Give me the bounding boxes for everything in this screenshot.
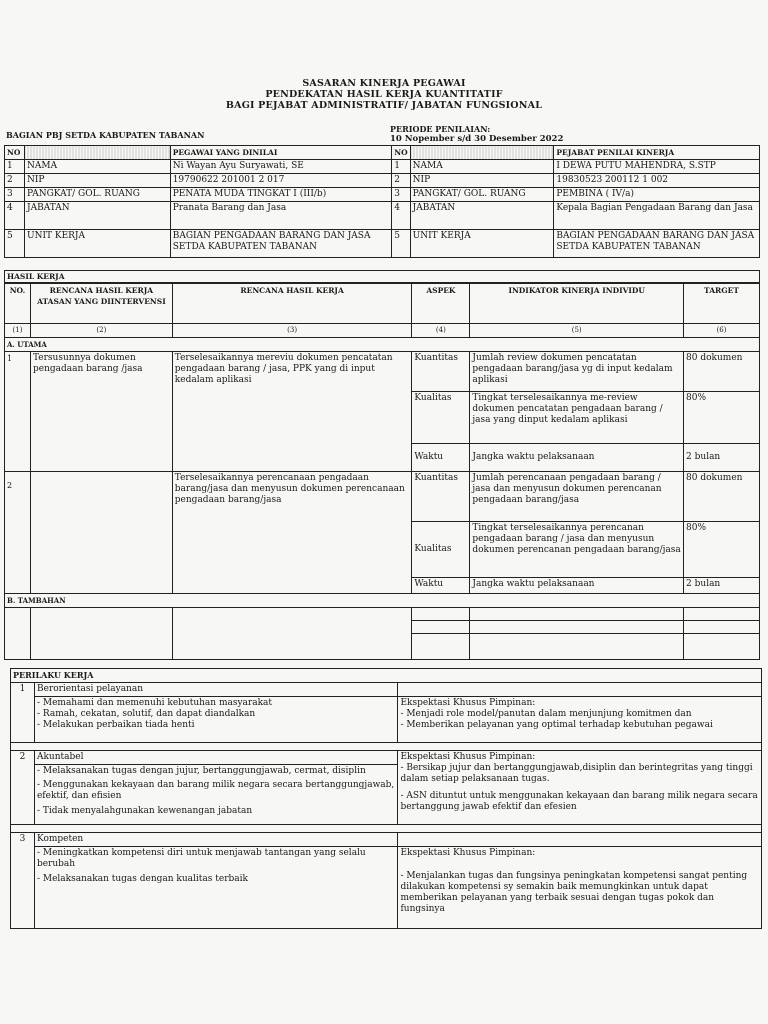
col-target: TARGET: [684, 284, 760, 324]
identity-table: [4, 145, 760, 258]
perilaku-title: Berorientasi pelayanan: [34, 683, 397, 697]
identity-row: 4 JABATAN Pranata Barang dan Jasa 4 JABATAN Kepala Bagian Pengadaan Barang dan Jasa: [5, 202, 760, 230]
identity-row: 1 NAMA Ni Wayan Ayu Suryawati, SE 1 NAMA I DEWA PUTU MAHENDRA, S.STP: [5, 160, 760, 174]
doc-title-1: SASARAN KINERJA PEGAWAI: [302, 78, 466, 89]
perilaku-row: 3 Kompeten: [11, 833, 762, 847]
pegawai-nip: 19790622 201001 2 017: [170, 174, 392, 188]
identity-row: 3 PANGKAT/ GOL. RUANG PENATA MUDA TINGKAT I (III/b) 3 PANGKAT/ GOL. RUANG PEMBINA ( IV/a): [5, 188, 760, 202]
perilaku-row: 1 Berorientasi pelayanan: [11, 683, 762, 697]
doc-title-2: PENDEKATAN HASIL KERJA KUANTITATIF: [265, 89, 503, 100]
pegawai-jabatan: Pranata Barang dan Jasa: [170, 202, 392, 230]
col-number-row: (1) (2) (3) (4) (5) (6): [5, 324, 760, 338]
pegawai-unit: BAGIAN PENGADAAN BARANG DAN JASA SETDA KABUPATEN TABANAN: [170, 230, 392, 258]
perilaku-heading: PERILAKU KERJA: [11, 669, 762, 683]
col-rencana: RENCANA HASIL KERJA: [172, 284, 412, 324]
perilaku-title: Akuntabel: [34, 751, 397, 765]
hasil-kerja-heading: HASIL KERJA: [7, 272, 65, 281]
pejabat-jabatan: Kepala Bagian Pengadaan Barang dan Jasa: [554, 202, 760, 230]
rencana-hasil: Terselesaikannya mereviu dokumen pencatatan pengadaan barang / jasa, PPK yang di input kedalam aplikasi: [172, 352, 412, 472]
perilaku-kerja-table: PERILAKU KERJA 1 Berorientasi pelayanan - Memahami dan memenuhi kebutuhan masyarakat - Ramah, cekatan, solutif, dan dapat diandalkan - Melakukan perbaikan tiada henti Ekspektasi Khusus Pimpinan: - Menjadi role model/panutan dalam menjunjung komitmen dan - Memberikan pelayanan yang optimal terhadap kebutuhan pegawai 2 Akuntabel Ekspektasi Khusus Pimpinan: - Bersikap jujur dan bertanggungjawab,disiplin dan berintegritas yang tinggi dalam setiap pelaksanaan tugas. - ASN dituntut untuk menggunakan kekayaan dan barang milik negara secara bertanggung jawab efektif dan efesien - Melaksanakan tugas dengan jujur, bertanggungjawab, cermat, disiplin - Menggunakan kekayaan dan barang milik negara secara bertanggungjawab, efektif, dan efisien - Tidak menyalahgunakan kewenangan jabatan 3 Kompeten - Meningkatkan kompetensi diri untuk menjawab tantangan yang selalu berubah - Melaksanakan tugas dengan kualitas terbaik Ekspektasi Khusus Pimpinan: - Menjalankan tugas dan fungsinya peningkatan kompetensi sangat penting dilakukan kompetensi sy semakin baik memungkinkan untuk dapat memberikan pelayanan yang terbaik sesuai dengan tugas pokok dan fungsinya: [10, 668, 762, 929]
hasil-kerja-table: NO. RENCANA HASIL KERJA ATASAN YANG DIINTERVENSI RENCANA HASIL KERJA ASPEK INDIKATOR KINERJA INDIVIDU TARGET (1) (2) (3) (4) (5) (6) A. UTAMA 1 Tersusunnya dokumen pengadaan barang /jasa Terselesaikannya mereviu dokumen pencatatan pengadaan barang / jasa, PPK yang di input kedalam aplikasi Kuantitas Jumlah review dokumen pencatatan pengadaan barang/jasa yg di input kedalam aplikasi 80 dokumen Kualitas Tingkat terselesaikannya me-review dokumen pencatatan pengadaan barang / jasa yang dinput kedalam aplikasi 80% Waktu Jangka waktu pelaksanaan 2 bulan 2 Terselesaikannya perencanaan pengadaan barang/jasa dan menyusun dokumen perencanaan pengadaan barang/jasa Kuantitas Jumlah perencanaan pengadaan barang / jasa dan menyusun dokumen perencanan pengadaan barang/jasa 80 dokumen Kualitas Tingkat terselesaikannya perencanan pengadaan barang / jasa dan menyusun dokumen perencanan pengadaan barang/jasa 80% Waktu Jangka waktu pelaksanaan 2 bulan B. TAMBAHAN: [4, 283, 760, 660]
pegawai-name: Ni Wayan Ayu Suryawati, SE: [170, 160, 392, 174]
tambahan-row: [5, 608, 760, 621]
pejabat-pangkat: PEMBINA ( IV/a): [554, 188, 760, 202]
perilaku-row: 2 Akuntabel Ekspektasi Khusus Pimpinan: - Bersikap jujur dan bertanggungjawab,disiplin dan berintegritas yang tinggi dalam setiap pelaksanaan tugas. - ASN dituntut untuk menggunakan kekayaan dan barang milik negara secara bertanggung jawab efektif dan efesien: [11, 751, 762, 765]
doc-title-3: BAGI PEJABAT ADMINISTRATIF/ JABATAN FUNGSIONAL: [225, 100, 543, 111]
col-indikator: INDIKATOR KINERJA INDIVIDU: [470, 284, 684, 324]
pegawai-pangkat: PENATA MUDA TINGKAT I (III/b): [170, 188, 392, 202]
pejabat-header: PEJABAT PENILAI KINERJA: [554, 146, 760, 160]
pegawai-header: PEGAWAI YANG DINILAI: [170, 146, 392, 160]
col-rencana-atasan: RENCANA HASIL KERJA ATASAN YANG DIINTERVENSI: [30, 284, 172, 324]
pejabat-nip: 19830523 200112 1 002: [554, 174, 760, 188]
perilaku-title: Kompeten: [34, 833, 397, 847]
pejabat-unit: BAGIAN PENGADAAN BARANG DAN JASA SETDA KABUPATEN TABANAN: [554, 230, 760, 258]
pejabat-name: I DEWA PUTU MAHENDRA, S.STP: [554, 160, 760, 174]
hasil-kerja-row: 2 Terselesaikannya perencanaan pengadaan barang/jasa dan menyusun dokumen perencanaan pengadaan barang/jasa Kuantitas Jumlah perencanaan pengadaan barang / jasa dan menyusun dokumen perencanan pengadaan barang/jasa 80 dokumen: [5, 472, 760, 522]
identity-header-row: [5, 146, 760, 160]
period-value: 10 Nopember s/d 30 Desember 2022: [390, 134, 564, 144]
utama-label: A. UTAMA: [5, 338, 760, 352]
rencana-atasan: Tersusunnya dokumen pengadaan barang /jasa: [30, 352, 172, 472]
identity-row: 2 NIP 19790622 201001 2 017 2 NIP 19830523 200112 1 002: [5, 174, 760, 188]
col-no: NO.: [5, 284, 31, 324]
hasil-kerja-row: 1 Tersusunnya dokumen pengadaan barang /jasa Terselesaikannya mereviu dokumen pencatatan pengadaan barang / jasa, PPK yang di input kedalam aplikasi Kuantitas Jumlah review dokumen pencatatan pengadaan barang/jasa yg di input kedalam aplikasi 80 dokumen: [5, 352, 760, 392]
tambahan-label: B. TAMBAHAN: [5, 594, 760, 608]
col-aspek: ASPEK: [412, 284, 470, 324]
period-label: PERIODE PENILAIAN:: [390, 124, 491, 134]
hasil-kerja-header-row: [5, 284, 760, 324]
no-header-2: NO: [392, 146, 410, 160]
no-header: NO: [5, 146, 25, 160]
unit-label: BAGIAN PBJ SETDA KABUPATEN TABANAN: [6, 130, 205, 140]
identity-row: 5 UNIT KERJA BAGIAN PENGADAAN BARANG DAN JASA SETDA KABUPATEN TABANAN 5 UNIT KERJA BAGIAN PENGADAAN BARANG DAN JASA SETDA KABUPATEN TABANAN: [5, 230, 760, 258]
rencana-hasil: Terselesaikannya perencanaan pengadaan barang/jasa dan menyusun dokumen perencanaan pengadaan barang/jasa: [172, 472, 412, 594]
